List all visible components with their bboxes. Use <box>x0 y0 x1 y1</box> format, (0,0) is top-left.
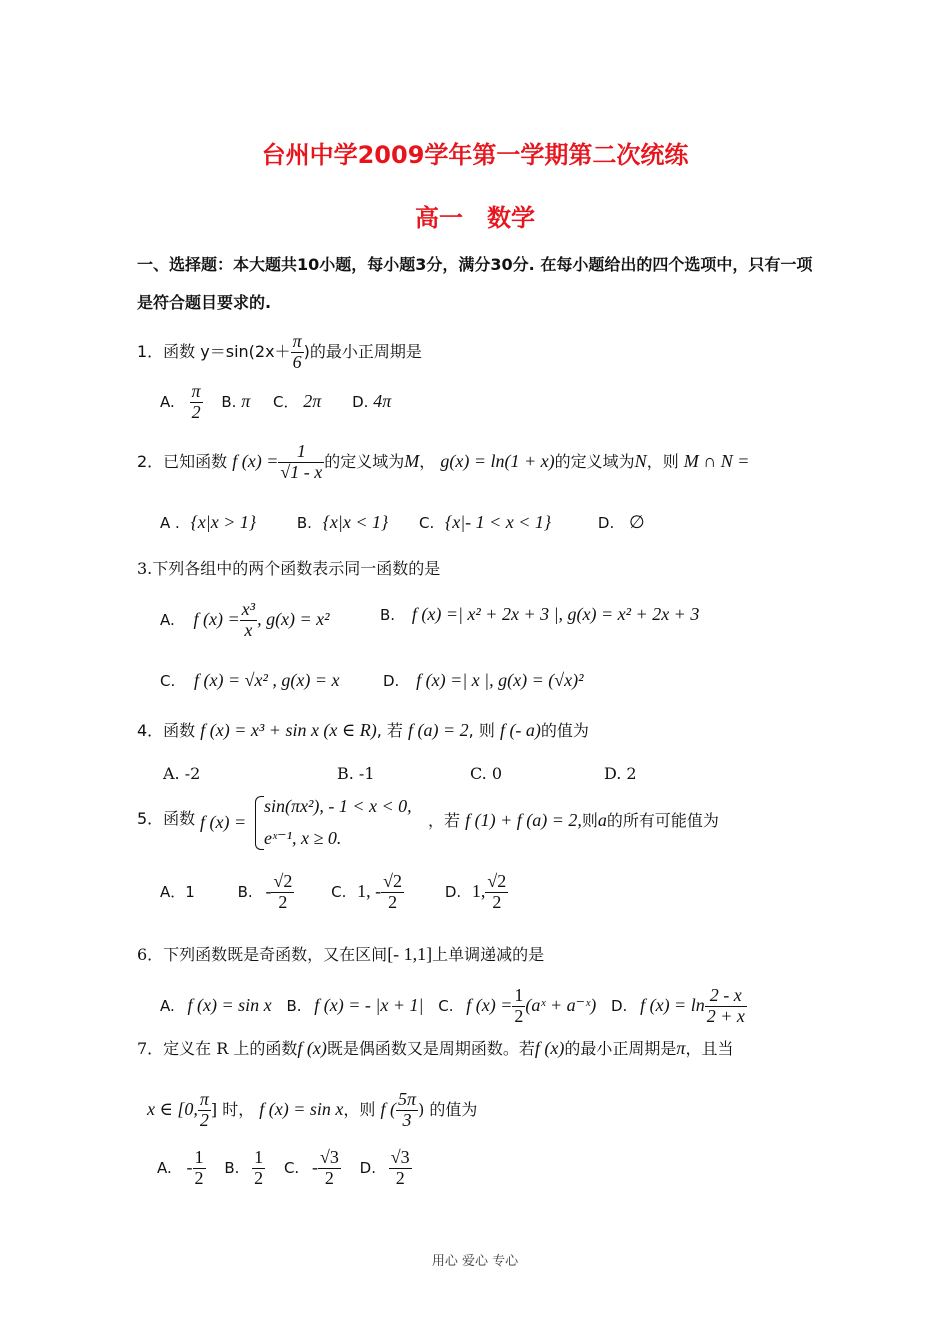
q2-text: 的定义域为 <box>324 451 405 471</box>
q2-set-n: N <box>634 450 647 471</box>
q5-condition: f (1) + f (a) = 2, <box>465 810 582 830</box>
q1-stem-text: 1．函数 y＝sin(2x＋ <box>137 341 291 361</box>
q4-number: 4．函数 <box>137 721 196 740</box>
question-2-options <box>160 512 645 533</box>
question-1-stem <box>137 332 422 373</box>
question-7-options: A. - $\frac{1}{2}$ B. $\frac{1}{2}$ C. - $\frac{√3}{2}$ D. $\frac{√3}{2}$ <box>157 1147 410 1188</box>
q4-ask: f (- a) <box>499 720 541 740</box>
question-7-stem: 7．定义在 R 上的函数f (x)既是偶函数又是周期函数。若f (x)的最小正周期是π，且当 <box>137 1038 734 1058</box>
q1-option-d-label: D. <box>352 392 369 411</box>
q2-option-d-value: ∅ <box>629 512 645 532</box>
q4-option-d: D. 2 <box>604 764 637 783</box>
q5-option-d-value: $\frac{√2}{2}$ <box>487 871 507 912</box>
question-3-option-a: A. f (x) = $\frac{\text{x³}}{x}$ , g(x) = x² <box>160 599 330 640</box>
q6-option-a-value: f (x) = sin x <box>187 994 272 1015</box>
q7-domain-fraction: $\frac{\pi}{2}$ <box>199 1089 209 1130</box>
q6-option-b-label: B. <box>286 996 302 1015</box>
q7-option-a-value: $\frac{1}{2}$ <box>194 1147 204 1188</box>
q7-option-b-label: B. <box>224 1158 240 1177</box>
q5-option-d-label: D. <box>444 882 462 901</box>
q3-option-b-label: B. <box>380 606 396 624</box>
q1-option-c-value: 2π <box>303 390 322 411</box>
q3-option-c-value: f (x) = √x² , g(x) = x <box>194 670 340 690</box>
q2-g-def: g(x) = ln(1 + x) <box>440 450 555 471</box>
question-6-stem: 6．下列函数既是奇函数，又在区间[- 1,1]上单调递减的是 <box>137 944 545 964</box>
q1-option-c-label: C． <box>273 392 299 411</box>
question-3-stem: 3.下列各组中的两个函数表示同一函数的是 <box>137 559 441 578</box>
page-footer: 用心 爱心 专心 <box>431 1254 519 1269</box>
q2-set-m: M <box>404 450 420 471</box>
q3-option-a-fraction: $\frac{\text{x³}}{x}$ <box>241 599 256 640</box>
q2-number: 2．已知函数 <box>137 451 228 471</box>
q4-option-b: B. -1 <box>337 764 375 783</box>
q3-option-b-value: f (x) =| x² + 2x + 3 |, g(x) = x² + 2x + 3 <box>411 604 700 624</box>
q5-option-a: A．1 <box>160 882 195 901</box>
q5-function-label: f (x) = <box>200 812 247 832</box>
q3-option-d-label: D. <box>383 672 400 690</box>
q2-f-fraction: $\frac{1}{√1 - x}$ <box>280 441 323 482</box>
q2-option-d-label: D. <box>597 514 615 532</box>
q5-case-1: sin(πx²), - 1 < x < 0, <box>264 796 412 816</box>
page-subtitle: 高一 数学 <box>415 204 535 232</box>
q1-option-d-value: 4π <box>373 390 392 411</box>
q2-intersection: M ∩ N = <box>683 450 750 471</box>
q6-option-d-label: D. <box>610 996 628 1015</box>
q2-option-a-value: {x|x > 1} <box>190 512 257 532</box>
q7-option-a-label: A. <box>157 1158 172 1177</box>
q7-option-c-label: C. <box>283 1158 300 1177</box>
q6-option-c-label: C. <box>438 996 454 1015</box>
q4-condition: f (a) = 2 <box>408 720 469 740</box>
question-4-stem: 4．函数 f (x) = x³ + sin x (x ∈ R), 若 f (a) = 2, 则 f (- a)的值为 <box>137 720 589 740</box>
q5-case-2: eˣ⁻¹, x ≥ 0. <box>264 828 342 848</box>
q5-option-c-value: $\frac{√2}{2}$ <box>383 871 403 912</box>
q1-fraction: $\frac{\pi}{6}$ <box>292 331 302 372</box>
q6-option-b-value: f (x) = - |x + 1| <box>314 994 424 1015</box>
q5-option-c-label: C. <box>331 882 347 901</box>
q3-option-d-value: f (x) =| x |, g(x) = (√x)² <box>416 670 584 690</box>
q5-option-b-label: B. <box>237 882 253 901</box>
q1-option-a-label: A. <box>160 392 175 411</box>
q4-option-a: A. -2 <box>163 764 201 783</box>
q5-option-b-value: $\frac{√2}{2}$ <box>273 871 293 912</box>
question-3-option-b <box>380 604 699 625</box>
q7-option-b-value: $\frac{1}{2}$ <box>254 1147 264 1188</box>
q6-option-c-value: (aˣ + a⁻ˣ) <box>525 994 597 1015</box>
q2-option-b-label: B. <box>296 514 312 532</box>
question-3-option-d <box>383 670 584 691</box>
question-5-options: A．1 B. - $\frac{√2}{2}$ C. 1, - $\frac{√2}{2}$ D. 1, $\frac{√2}{2}$ <box>160 871 507 912</box>
q1-stem-text-end: )的最小正周期是 <box>303 341 422 361</box>
q4-option-c: C. 0 <box>470 764 503 783</box>
q7-option-d-value: $\frac{√3}{2}$ <box>390 1147 410 1188</box>
question-1-options <box>160 382 391 423</box>
page-title: 台州中学2009学年第一学期第二次统练 <box>261 141 689 169</box>
q7-fx: f (x) <box>297 1038 327 1058</box>
q7-option-c-value: $\frac{√3}{2}$ <box>319 1147 339 1188</box>
q6-interval: [- 1,1] <box>387 944 433 964</box>
q2-text-3: ，则 <box>646 451 679 471</box>
question-7-stem-line2: x ∈ [0, $\frac{\pi}{2}$ ] 时， f (x) = sin x，则 f ( $\frac{5\pi}{3}$ ) 的值为 <box>147 1089 478 1130</box>
q6-option-a-label: A. <box>160 996 175 1015</box>
q3-option-a-label: A. <box>160 610 175 629</box>
q6-option-d-value: $\frac{2 - x}{2 + x}$ <box>706 985 745 1026</box>
q2-option-c-value: {x|- 1 < x < 1} <box>445 512 552 532</box>
q2-f-def: f (x) = <box>232 450 279 471</box>
q3-option-c-label: C. <box>160 672 176 690</box>
q2-option-c-label: C. <box>418 514 435 532</box>
q2-option-a-label: A . <box>160 514 180 532</box>
q5-stem-rest: ，若 f (1) + f (a) = 2,则a的所有可能值为 <box>428 810 719 830</box>
q7-equation: f (x) = sin x <box>259 1098 344 1119</box>
question-6-options: A. f (x) = sin x B. f (x) = - |x + 1| C. f (x) = $\frac{1}{2}$ (aˣ + a⁻ˣ) D. f (x) = ln $\frac{2 - x}{2 + x}$ <box>160 985 745 1026</box>
q4-function: f (x) = x³ + sin x (x ∈ R) <box>200 720 377 740</box>
q1-option-b-label: B. <box>221 392 237 411</box>
section-instruction-line2: 是符合题目要求的. <box>137 293 272 312</box>
q3-option-a-g: , g(x) = x² <box>257 608 330 629</box>
q5-number: 5．函数 <box>137 809 196 828</box>
q5-brace <box>255 796 264 850</box>
question-3-option-c <box>160 670 340 691</box>
q7-option-d-label: D. <box>359 1158 376 1177</box>
section-instruction-line1: 一、选择题：本大题共10小题，每小题3分，满分30分. 在每小题给出的四个选项中，只有一项 <box>137 255 813 274</box>
question-2-stem: 2．已知函数 f (x) = $\frac{1}{√1 - x}$ 的定义域为M， g(x) = ln(1 + x)的定义域为N，则 M ∩ N = <box>137 441 750 482</box>
q1-option-b-value: π <box>241 390 251 411</box>
q7-ask-fraction: $\frac{5\pi}{3}$ <box>398 1089 417 1130</box>
q2-option-b-value: {x|x < 1} <box>322 512 389 532</box>
q2-text-2: 的定义域为 <box>554 451 635 471</box>
q6-option-c-fraction: $\frac{1}{2}$ <box>514 985 524 1026</box>
q1-option-a-value: $\frac{\pi}{2}$ <box>191 381 201 422</box>
